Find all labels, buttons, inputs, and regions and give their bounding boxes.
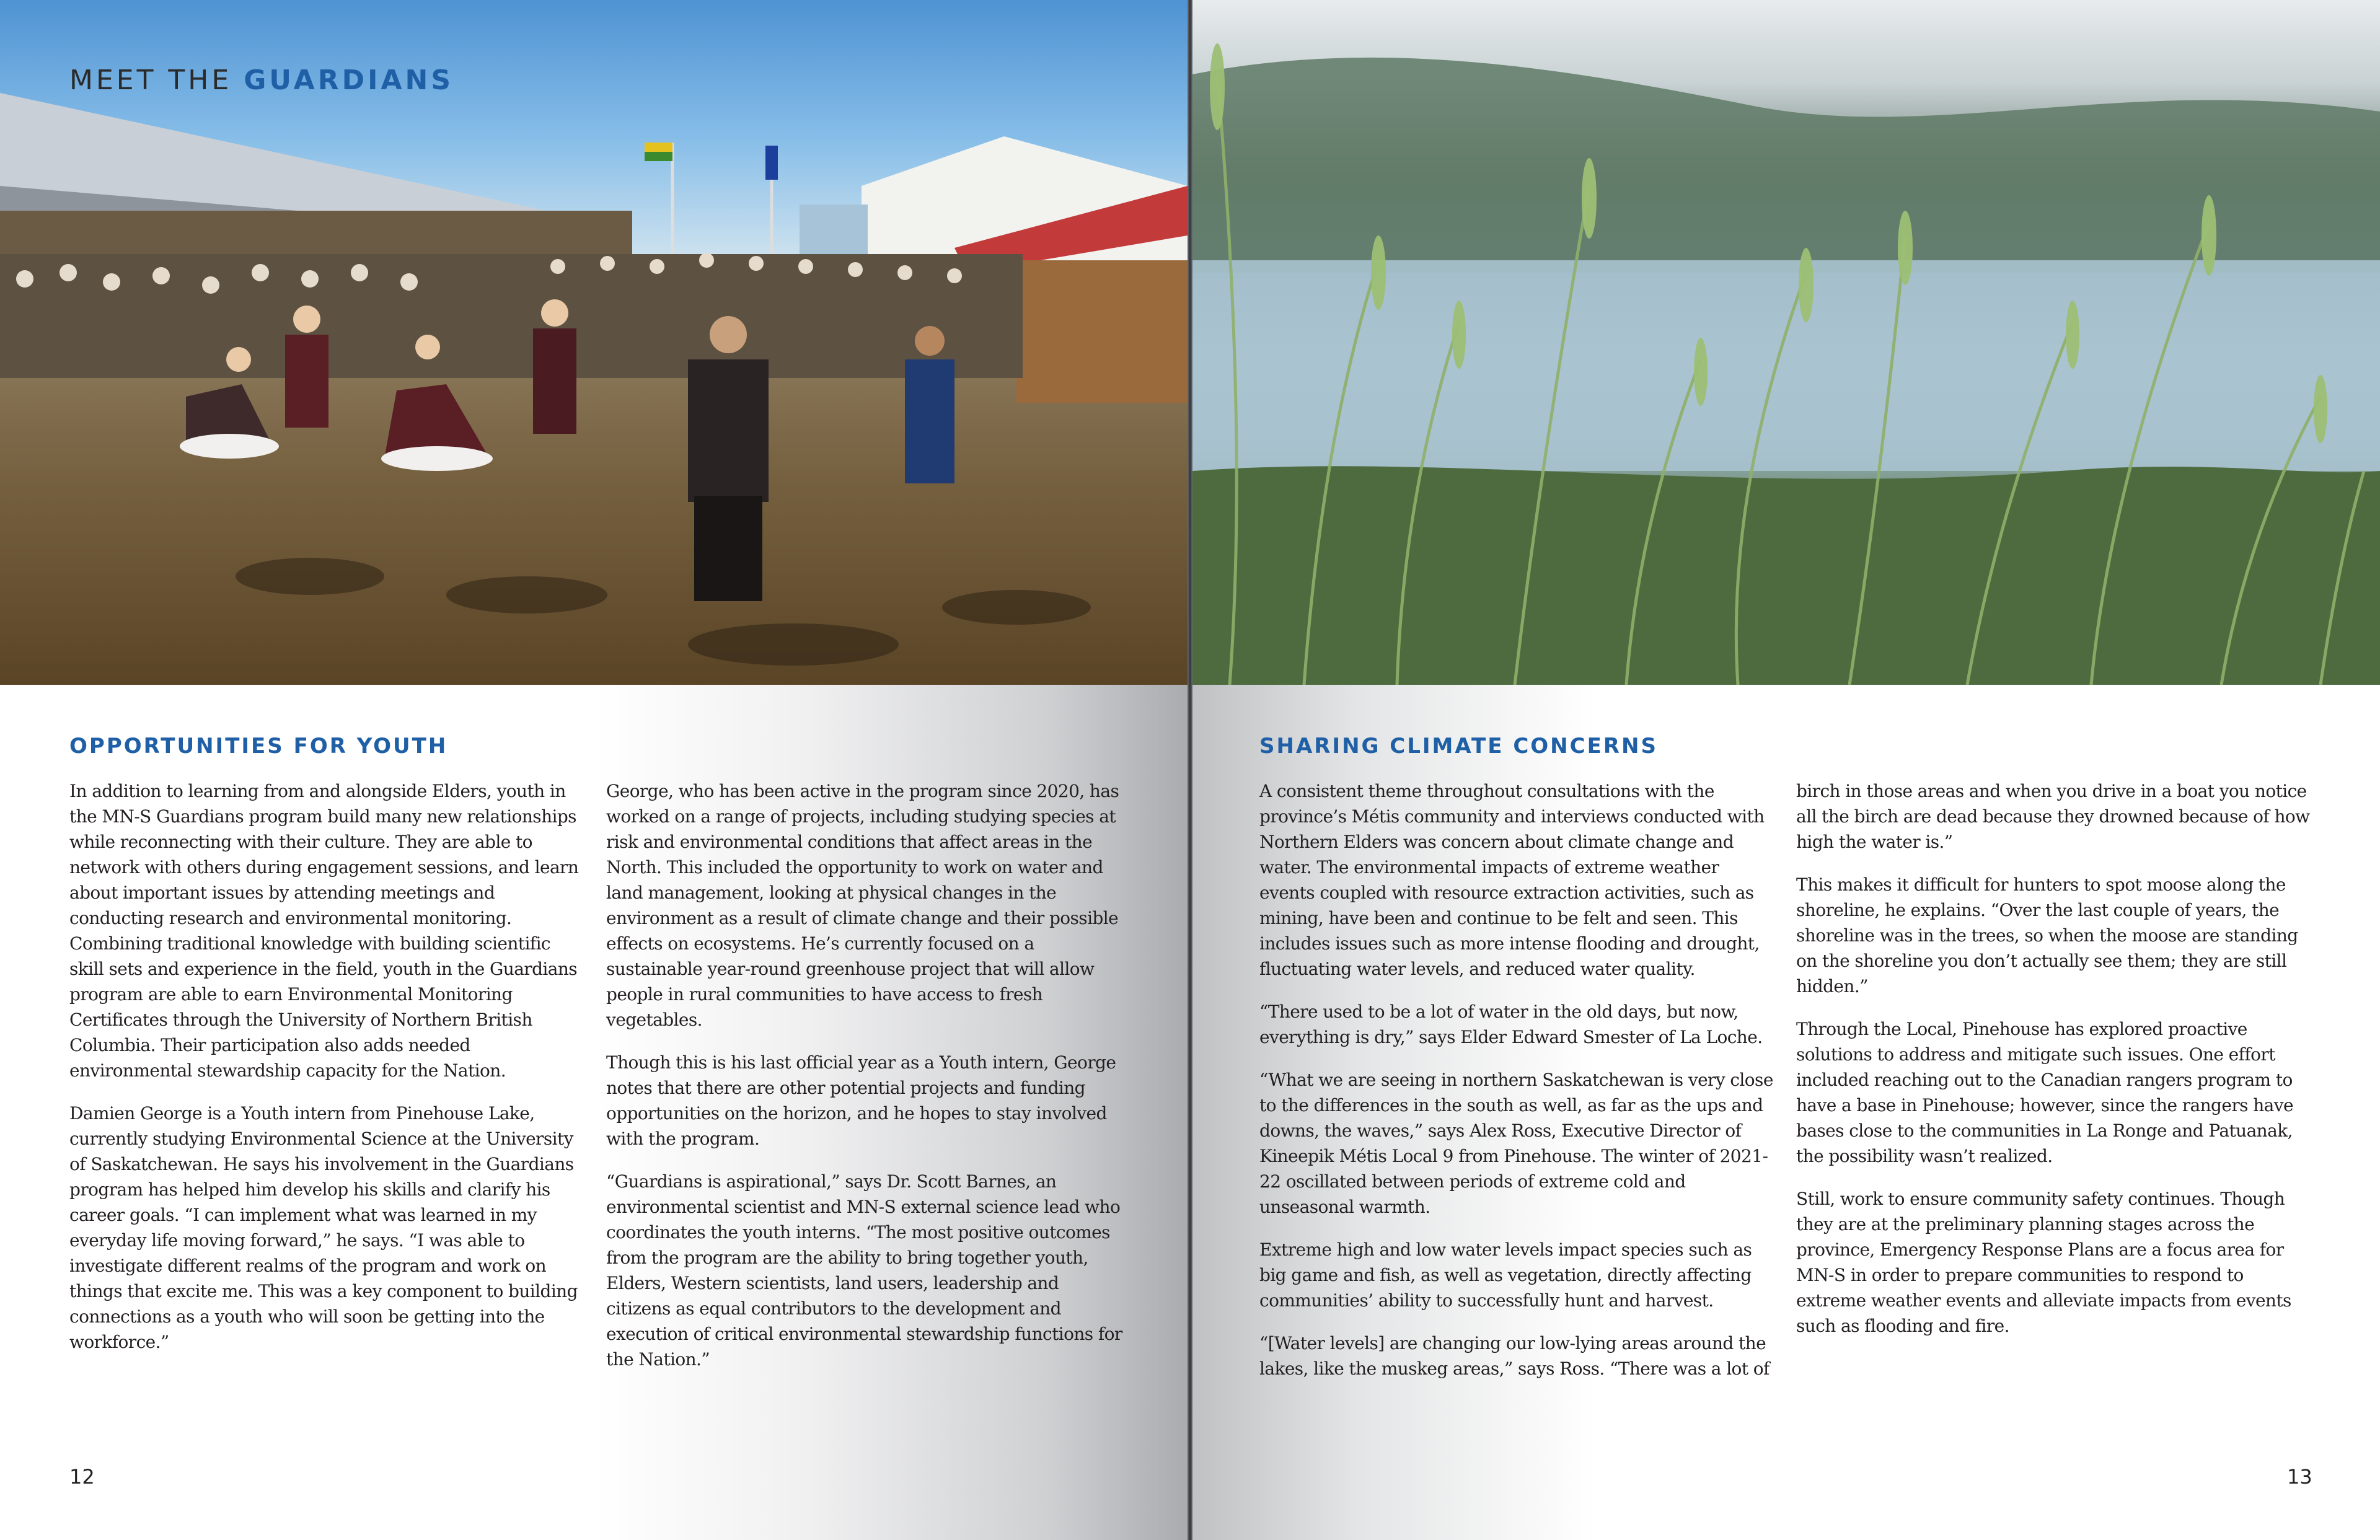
paragraph: Extreme high and low water levels impact species such as big game and fish, as well as vegetation, directly affecting communities’ ability to successfully hunt and harvest. [1259,1239,1752,1311]
paragraph: “What we are seeing in northern Saskatchewan is very close to the differences in the south as well, as far as the ups and downs, the waves,” says Alex Ross, Executive Director of Kineepik Métis Local 9 from Pinehouse. The winter of 2021-22 oscillated between periods of extreme cold and unseasonal warmth. [1259,1070,1773,1217]
heading-prefix: MEET THE [69,64,244,96]
right-column-2 [1796,778,2316,1356]
paragraph: “Guardians is aspirational,” says Dr. Scott Barnes, an environmental scientist and MN-S external science lead who coordinates the youth interns. “The most positive outcomes from the program are the ability to bring together youth, Elders, Western scientists, land users, leadership and citizens as equal contributors to the development and execution of critical environmental stewardship functions for the Nation.” [606,1171,1122,1370]
heading-highlight: GUARDIANS [244,64,454,96]
paragraph: Through the Local, Pinehouse has explored proactive solutions to address and mitigate such issues. One effort included reaching out to the Canadian rangers program to have a base in Pinehouse; however, since the rangers have bases close to the communities in La Ronge and Patuanak, the possibility wasn’t realized. [1796,1019,2293,1166]
paragraph: George, who has been active in the program since 2020, has worked on a range of projects, including studying species at risk and environmental conditions that affect areas in the North. This included the opportunity to work on water and land management, looking at physical changes in the environment as a result of climate change and their possible effects on ecosystems. He’s currently focused on a sustainable year-round greenhouse project that will allow people in rural communities to have access to fresh vegetables. [606,781,1119,1030]
festival-dance-photo [0,0,1188,685]
book-spine [1188,0,1192,1540]
paragraph: In addition to learning from and alongside Elders, youth in the MN-S Guardians program build many new relationships while reconnecting with their culture. They are able to network with others during engagement sessions, and learn about important issues by attending meetings and conducting research and environmental monitoring. Combining traditional knowledge with building scientific skill sets and experience in the field, youth in the Guardians program are able to earn Environmental Monitoring Certificates through the University of Northern British Columbia. Their participation also adds needed environmental stewardship capacity for the Nation. [69,781,579,1081]
right-column-1 [1259,778,1779,1399]
page-number-left: 12 [69,1465,95,1489]
page-heading [69,64,454,96]
paragraph: “[Water levels] are changing our low-lying areas around the lakes, like the muskeg areas,” says Ross. “There was a lot of [1259,1333,1770,1379]
section-title-youth: OPPORTUNITIES FOR YOUTH [69,734,448,759]
paragraph: Still, work to ensure community safety continues. Though they are at the preliminary planning stages across the province, Emergency Response Plans are a focus area for MN-S in order to prepare communities to respond to extreme weather events and alleviate impacts from events such as flooding and fire. [1796,1189,2291,1336]
paragraph: birch in those areas and when you drive in a boat you notice all the birch are dead because they drowned because of how high the water is.” [1796,781,2310,852]
lakeside-grass-photo [1192,0,2380,685]
section-title-climate: SHARING CLIMATE CONCERNS [1259,734,1658,759]
left-column-2 [606,778,1126,1389]
paragraph: This makes it difficult for hunters to spot moose along the shoreline, he explains. “Over the last couple of years, the shoreline was in the trees, so when the moose are standing on the shoreline you don’t actually see them; they are still hidden.” [1796,874,2298,997]
left-column-1 [69,778,589,1372]
paragraph: Though this is his last official year as a Youth intern, George notes that there are other potential projects and funding opportunities on the horizon, and he hopes to stay involved with the program. [606,1052,1116,1149]
paragraph: A consistent theme throughout consultations with the province’s Métis community and interviews conducted with Northern Elders was concern about climate change and water. The environmental impacts of extreme weather events coupled with resource extraction activities, such as mining, have been and continue to be felt and seen. This includes issues such as more intense flooding and drought, fluctuating water levels, and reduced water quality. [1259,781,1765,979]
paragraph: “There used to be a lot of water in the old days, but now, everything is dry,” says Elder Edward Smester of La Loche. [1259,1001,1763,1047]
page-number-right: 13 [2287,1465,2312,1489]
paragraph: Damien George is a Youth intern from Pinehouse Lake, currently studying Environmental Science at the University of Saskatchewan. He says his involvement in the Guardians program has helped him develop his skills and clarify his career goals. “I can implement what was learned in my everyday life moving forward,” he says. “I was able to investigate different realms of the program and work on things that excite me. This was a key component to building connections as a youth who will soon be getting into the workforce.” [69,1103,578,1352]
